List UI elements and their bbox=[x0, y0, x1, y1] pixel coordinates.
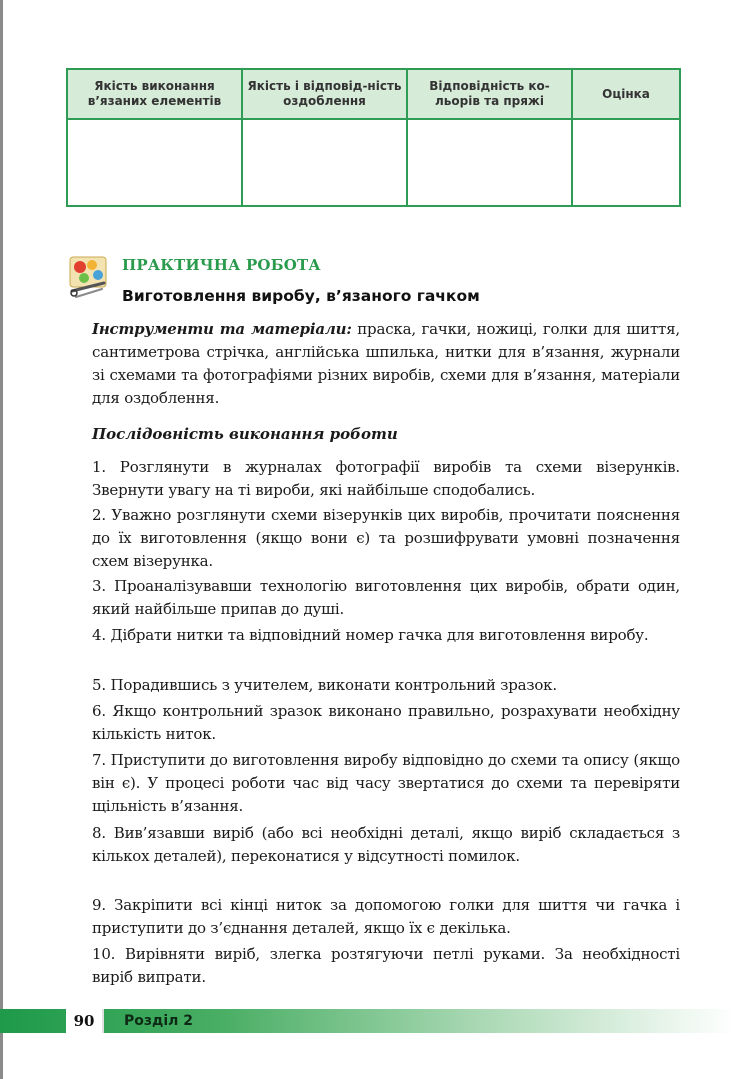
section-label: Розділ 2 bbox=[124, 1013, 193, 1029]
page-number: 90 bbox=[66, 1009, 104, 1033]
list-item: 7. Приступити до виготовлення виробу відповідно до схеми та опису (якщо він є). У процесі роботи час від часу звертатися до схеми та перевіряти щільність в’язання. bbox=[92, 751, 680, 815]
table-cell bbox=[407, 119, 572, 206]
page-edge bbox=[0, 0, 3, 1079]
table-header-row bbox=[67, 69, 680, 119]
table-header-cell: Якість виконання в’язаних елементів bbox=[67, 69, 242, 119]
practical-work-title: Виготовлення виробу, в’язаного гачком bbox=[122, 287, 480, 305]
materials-text: праска, гачки, ножиці, голки для шиття, сантиметрова стрічка, англійська шпилька, нитки для в’язання, журнали зі схемами та фотографіями різних виробів, схеми для в’язання, матеріали для оздоблення. bbox=[92, 320, 680, 407]
table-cell bbox=[67, 119, 242, 206]
materials-lead: Інструменти та матеріали: bbox=[92, 320, 352, 338]
list-item: 8. Вив’язавши виріб (або всі необхідні деталі, якщо виріб складається з кількох деталей), переконатися у відсутності помилок. bbox=[92, 824, 680, 865]
list-item: 9. Закріпити всі кінці ниток за допомогою голки для шиття чи гачка і приступити до з’єднання деталей, якщо їх є декілька. bbox=[92, 896, 680, 937]
list-item: 2. Уважно розглянути схеми візерунків цих виробів, прочитати пояснення до їх виготовлення (якщо вони є) та розшифрувати умовні позначення схем візерунка. bbox=[92, 506, 680, 570]
sequence-heading: Послідовність виконання роботи bbox=[92, 425, 398, 443]
table-cell bbox=[242, 119, 407, 206]
list-item: 1. Розглянути в журналах фотографії виробів та схеми візерунків. Звернути увагу на ті вироби, які найбільше сподобались. bbox=[92, 458, 680, 499]
practical-work-label: ПРАКТИЧНА РОБОТА bbox=[122, 256, 321, 274]
footer-band bbox=[0, 1009, 735, 1033]
assessment-table bbox=[66, 68, 681, 207]
table-header-cell: Оцінка bbox=[572, 69, 680, 119]
table-cell bbox=[572, 119, 680, 206]
list-item: 3. Проаналізувавши технологію виготовлення цих виробів, обрати один, який найбільше припав до душі. bbox=[92, 577, 680, 618]
table-header-cell: Відповідність ко-льорів та пряжі bbox=[407, 69, 572, 119]
list-item: 5. Порадившись з учителем, виконати контрольний зразок. bbox=[92, 676, 557, 694]
practical-work-icon bbox=[66, 253, 110, 299]
materials-paragraph bbox=[92, 318, 680, 410]
table-header-cell: Якість і відповід-ність оздоблення bbox=[242, 69, 407, 119]
table-row bbox=[67, 119, 680, 206]
list-item: 6. Якщо контрольний зразок виконано правильно, розрахувати необхідну кількість ниток. bbox=[92, 702, 680, 743]
list-item: 10. Вирівняти виріб, злегка розтягуючи петлі руками. За необхідності виріб випрати. bbox=[92, 945, 680, 986]
list-item: 4. Дібрати нитки та відповідний номер гачка для виготовлення виробу. bbox=[92, 626, 649, 644]
